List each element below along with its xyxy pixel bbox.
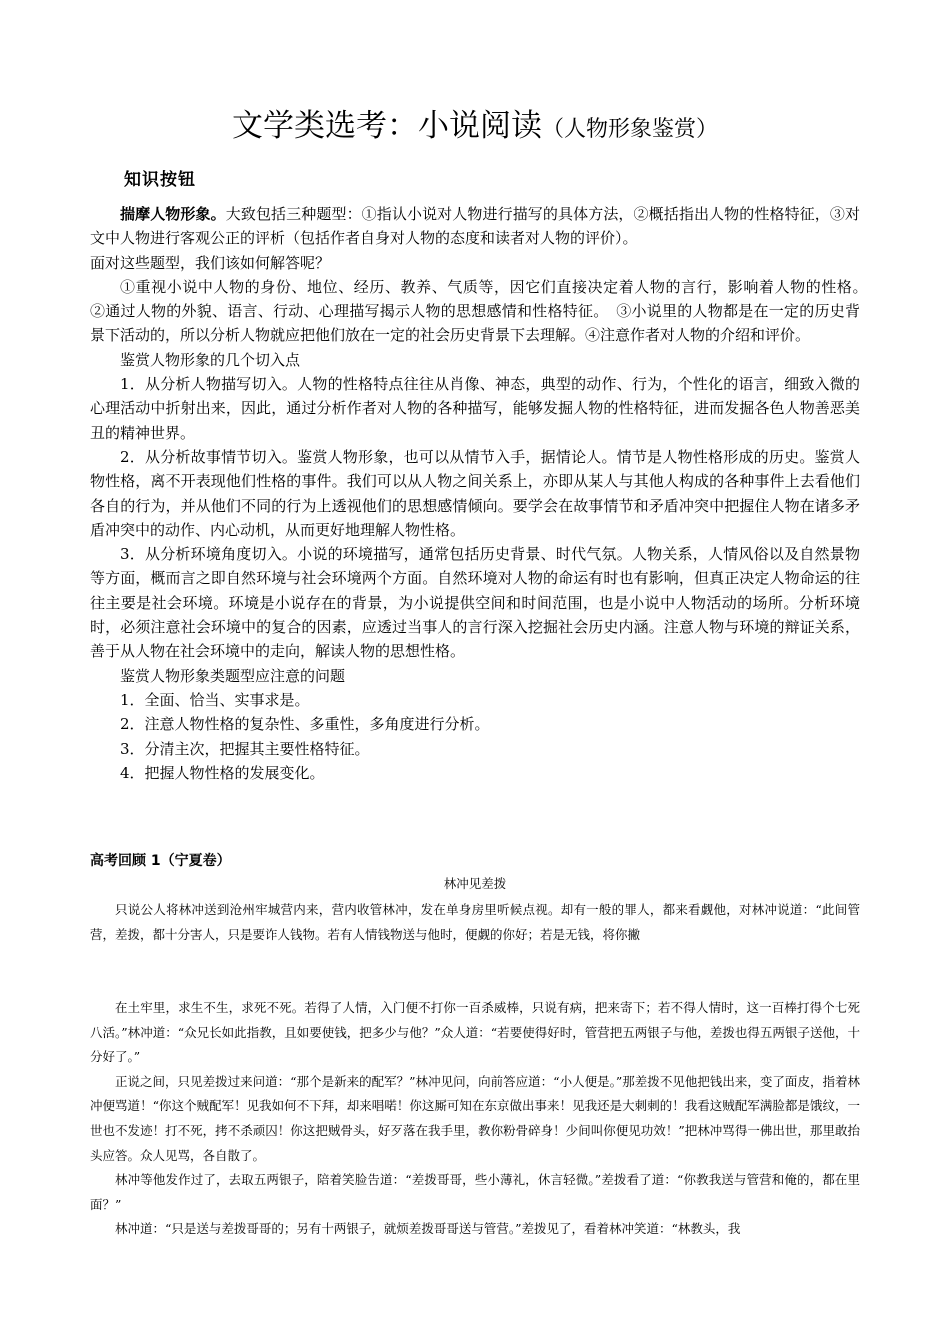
attention-item-4: 4．把握人物性格的发展变化。 — [120, 763, 325, 782]
knowledge-section — [90, 202, 876, 785]
story-paragraph-4: 林冲等他发作过了，去取五两银子，陪着笑脸告道：“差拨哥哥，些小薄礼，休言轻微。”差拨看了道：“你教我送与管营和俺的，都在里面？” — [90, 1172, 860, 1212]
story-paragraph-5: 林冲道：“只是送与差拨哥哥的；另有十两银子，就烦差拨哥哥送与管营。”差拨见了，看着林冲笑道：“林教头，我 — [115, 1221, 741, 1237]
entry-heading: 鉴赏人物形象的几个切入点 — [120, 350, 301, 369]
intro-points: ①重视小说中人物的身份、地位、经历、教养、气质等，因它们直接决定着人物的言行，影响着人物的性格。 ②通过人物的外貌、语言、行动、心理描写揭示人物的思想感情和性格特征。 ③小说里的人物都是在一定的历史背景下活动的，所以分析人物就应把他们放在一定的社会历史背景下去理解。④注意作者对人物的介绍和评价。 — [90, 277, 876, 345]
story-paragraph-2: 在土牢里，求生不生，求死不死。若得了人情，入门便不打你一百杀威棒，只说有病，把来寄下；若不得人情时，这一百棒打得个七死八活。”林冲道：“众兄长如此指教，且如要使钱，把多少与他？”众人道：“若要使得好时，管营把五两银子与他，差拨也得五两银子送他，十分好了。” — [90, 1000, 860, 1065]
attention-item-3: 3．分清主次，把握其主要性格特征。 — [120, 739, 370, 758]
intro-question: 面对这些题型，我们该如何解答呢？ — [90, 253, 331, 272]
story-excerpt-top — [90, 898, 860, 947]
story-title: 林冲见差拨 — [443, 876, 507, 891]
entry-item-3: 3．从分析环境角度切入。小说的环境描写，通常包括历史背景、时代气氛。人物关系，人情风俗以及自然景物等方面，概而言之即自然环境与社会环境两个方面。自然环境对人物的命运有时也有影响，但真正决定人物命运的往往主要是社会环境。环境是小说存在的背景，为小说提供空间和时间范围，也是小说中人物活动的场所。分析环境时，必须注意社会环境中的复合的因素，应透过当事人的言行深入挖掘社会历史内涵。注意人物与环境的辩证关系，善于从人物在社会环境中的走向，解读人物的思想性格。 — [90, 545, 860, 661]
title-main: 文学类选考：小说阅读 — [231, 108, 542, 144]
story-paragraph-1: 只说公人将林冲送到沧州牢城营内来，营内收管林冲，发在单身房里听候点视。却有一般的罪人，都来看觑他，对林冲说道：“此间管营，差拨，都十分害人，只是要诈人钱物。若有人情钱物送与他时，便觑的你好；若是无钱，将你撇 — [90, 902, 860, 942]
story-excerpt-bottom — [90, 996, 860, 1242]
exam-review-label: 高考回顾 1（宁夏卷） — [90, 853, 231, 869]
attention-item-2: 2．注意人物性格的复杂性、多重性，多角度进行分析。 — [120, 715, 490, 734]
intro-text: 大致包括三种题型：①指认小说对人物进行描写的具体方法，②概括指出人物的性格特征，③对文中人物进行客观公正的评析（包括作者自身对人物的态度和读者对人物的评价）。 — [90, 205, 860, 248]
title-sub: （人物形象鉴赏） — [541, 117, 718, 142]
knowledge-heading: 知识按钮 — [124, 170, 196, 190]
story-paragraph-3: 正说之间，只见差拨过来问道：“那个是新来的配军？”林冲见问，向前答应道：“小人便是。”那差拨不见他把钱出来，变了面皮，指着林冲便骂道！“你这个贼配军！见我如何不下拜，却来唱喏！你这厮可知在东京做出事来！见我还是大刺刺的！我看这贼配军满脸都是饿纹，一世也不发迹！打不死，拷不杀顽囚！你这把贼骨头，好歹落在我手里，教你粉骨碎身！少间叫你便见功效！”把林冲骂得一佛出世，那里敢抬头应答。众人见骂，各自散了。 — [90, 1073, 860, 1163]
attention-item-1: 1．全面、恰当、实事求是。 — [120, 690, 310, 709]
page-title — [0, 106, 950, 150]
intro-paragraph — [90, 202, 860, 251]
entry-item-1: 1．从分析人物描写切入。人物的性格特点往往从肖像、神态，典型的动作、行为，个性化的语言，细致入微的心理活动中折射出来，因此，通过分析作者对人物的各种描写，能够发掘人物的性格特征，进而发掘各色人物善恶美丑的精神世界。 — [90, 375, 860, 442]
entry-item-2: 2．从分析故事情节切入。鉴赏人物形象，也可以从情节入手，据情论人。情节是人物性格形成的历史。鉴赏人物性格，离不开表现他们性格的事件。我们可以从人物之间关系上，亦即从某人与其他人构成的各种事件上去看他们各自的行为，并从他们不同的行为上透视他们的思想感情倾向。要学会在故事情节和矛盾冲突中把握住人物在诸多矛盾冲突中的动作、内心动机，从而更好地理解人物性格。 — [90, 447, 860, 539]
intro-lead: 揣摩人物形象。 — [120, 205, 226, 223]
attention-heading: 鉴赏人物形象类题型应注意的问题 — [120, 666, 346, 685]
